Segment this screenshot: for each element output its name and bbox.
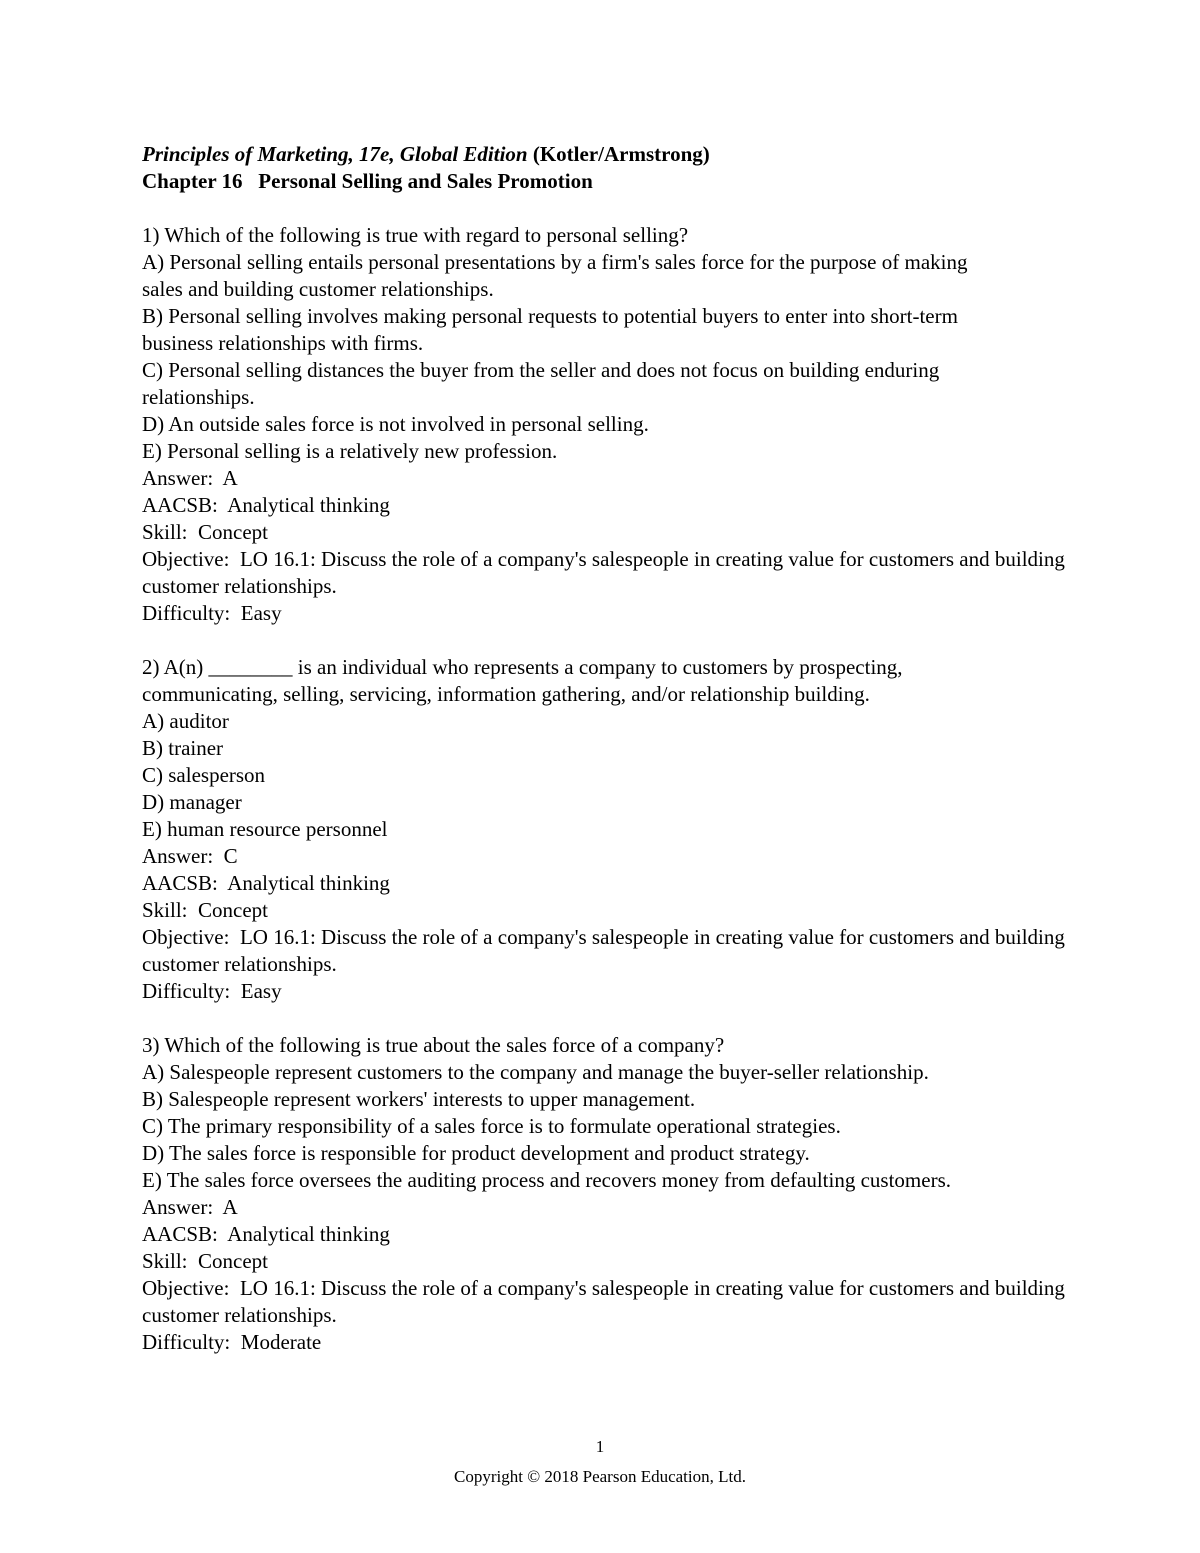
option-b: B) Salespeople represent workers' interests to upper management. <box>142 1087 696 1111</box>
option-d: D) The sales force is responsible for product development and product strategy. <box>142 1141 810 1165</box>
question-stem: 3) Which of the following is true about the sales force of a company? <box>142 1033 725 1057</box>
option-c: C) salesperson <box>142 763 266 787</box>
option-c: C) The primary responsibility of a sales force is to formulate operational strategies. <box>142 1114 841 1138</box>
question-3 <box>142 1032 1072 1356</box>
question-1 <box>142 222 1072 627</box>
question-stem: 2) A(n) ________ is an individual who represents a company to customers by prospecting, communicating, selling, servicing, information gathering, and/or relationship building. <box>142 655 903 706</box>
option-d: D) manager <box>142 790 242 814</box>
option-b: B) Personal selling involves making personal requests to potential buyers to enter into short-term business relationships with firms. <box>142 304 958 355</box>
option-e: E) Personal selling is a relatively new profession. <box>142 439 558 463</box>
option-d: D) An outside sales force is not involved in personal selling. <box>142 412 649 436</box>
question-stem: 1) Which of the following is true with regard to personal selling? <box>142 223 689 247</box>
option-c: C) Personal selling distances the buyer from the seller and does not focus on building enduring relationships. <box>142 358 940 409</box>
option-e: E) The sales force oversees the auditing process and recovers money from defaulting customers. <box>142 1168 952 1192</box>
objective: Objective: LO 16.1: Discuss the role of a company's salespeople in creating value for customers and building customer relationships. <box>142 925 1071 976</box>
book-title-line <box>142 141 1072 168</box>
page-number: 1 <box>595 1437 605 1456</box>
answer: Answer: A <box>142 1195 238 1219</box>
option-b: B) trainer <box>142 736 224 760</box>
difficulty: Difficulty: Easy <box>142 979 282 1003</box>
book-title: Principles of Marketing, 17e, Global Edition <box>142 142 528 166</box>
page-footer <box>0 1432 1200 1492</box>
option-a: A) Personal selling entails personal presentations by a firm's sales force for the purpose of making sales and building customer relationships. <box>142 250 968 301</box>
chapter-title: Chapter 16 Personal Selling and Sales Promotion <box>142 169 593 193</box>
option-a: A) auditor <box>142 709 229 733</box>
option-a: A) Salespeople represent customers to the company and manage the buyer-seller relationship. <box>142 1060 929 1084</box>
objective: Objective: LO 16.1: Discuss the role of a company's salespeople in creating value for customers and building customer relationships. <box>142 547 1071 598</box>
aacsb: AACSB: Analytical thinking <box>142 493 390 517</box>
difficulty: Difficulty: Easy <box>142 601 282 625</box>
book-authors: (Kotler/Armstrong) <box>527 142 710 166</box>
difficulty: Difficulty: Moderate <box>142 1330 322 1354</box>
skill: Skill: Concept <box>142 898 268 922</box>
page-content <box>142 141 1072 1383</box>
question-2 <box>142 654 1072 1005</box>
aacsb: AACSB: Analytical thinking <box>142 871 390 895</box>
skill: Skill: Concept <box>142 520 268 544</box>
copyright-notice: Copyright © 2018 Pearson Education, Ltd. <box>454 1467 746 1486</box>
objective: Objective: LO 16.1: Discuss the role of a company's salespeople in creating value for customers and building customer relationships. <box>142 1276 1071 1327</box>
skill: Skill: Concept <box>142 1249 268 1273</box>
answer: Answer: A <box>142 466 238 490</box>
aacsb: AACSB: Analytical thinking <box>142 1222 390 1246</box>
option-e: E) human resource personnel <box>142 817 388 841</box>
answer: Answer: C <box>142 844 238 868</box>
